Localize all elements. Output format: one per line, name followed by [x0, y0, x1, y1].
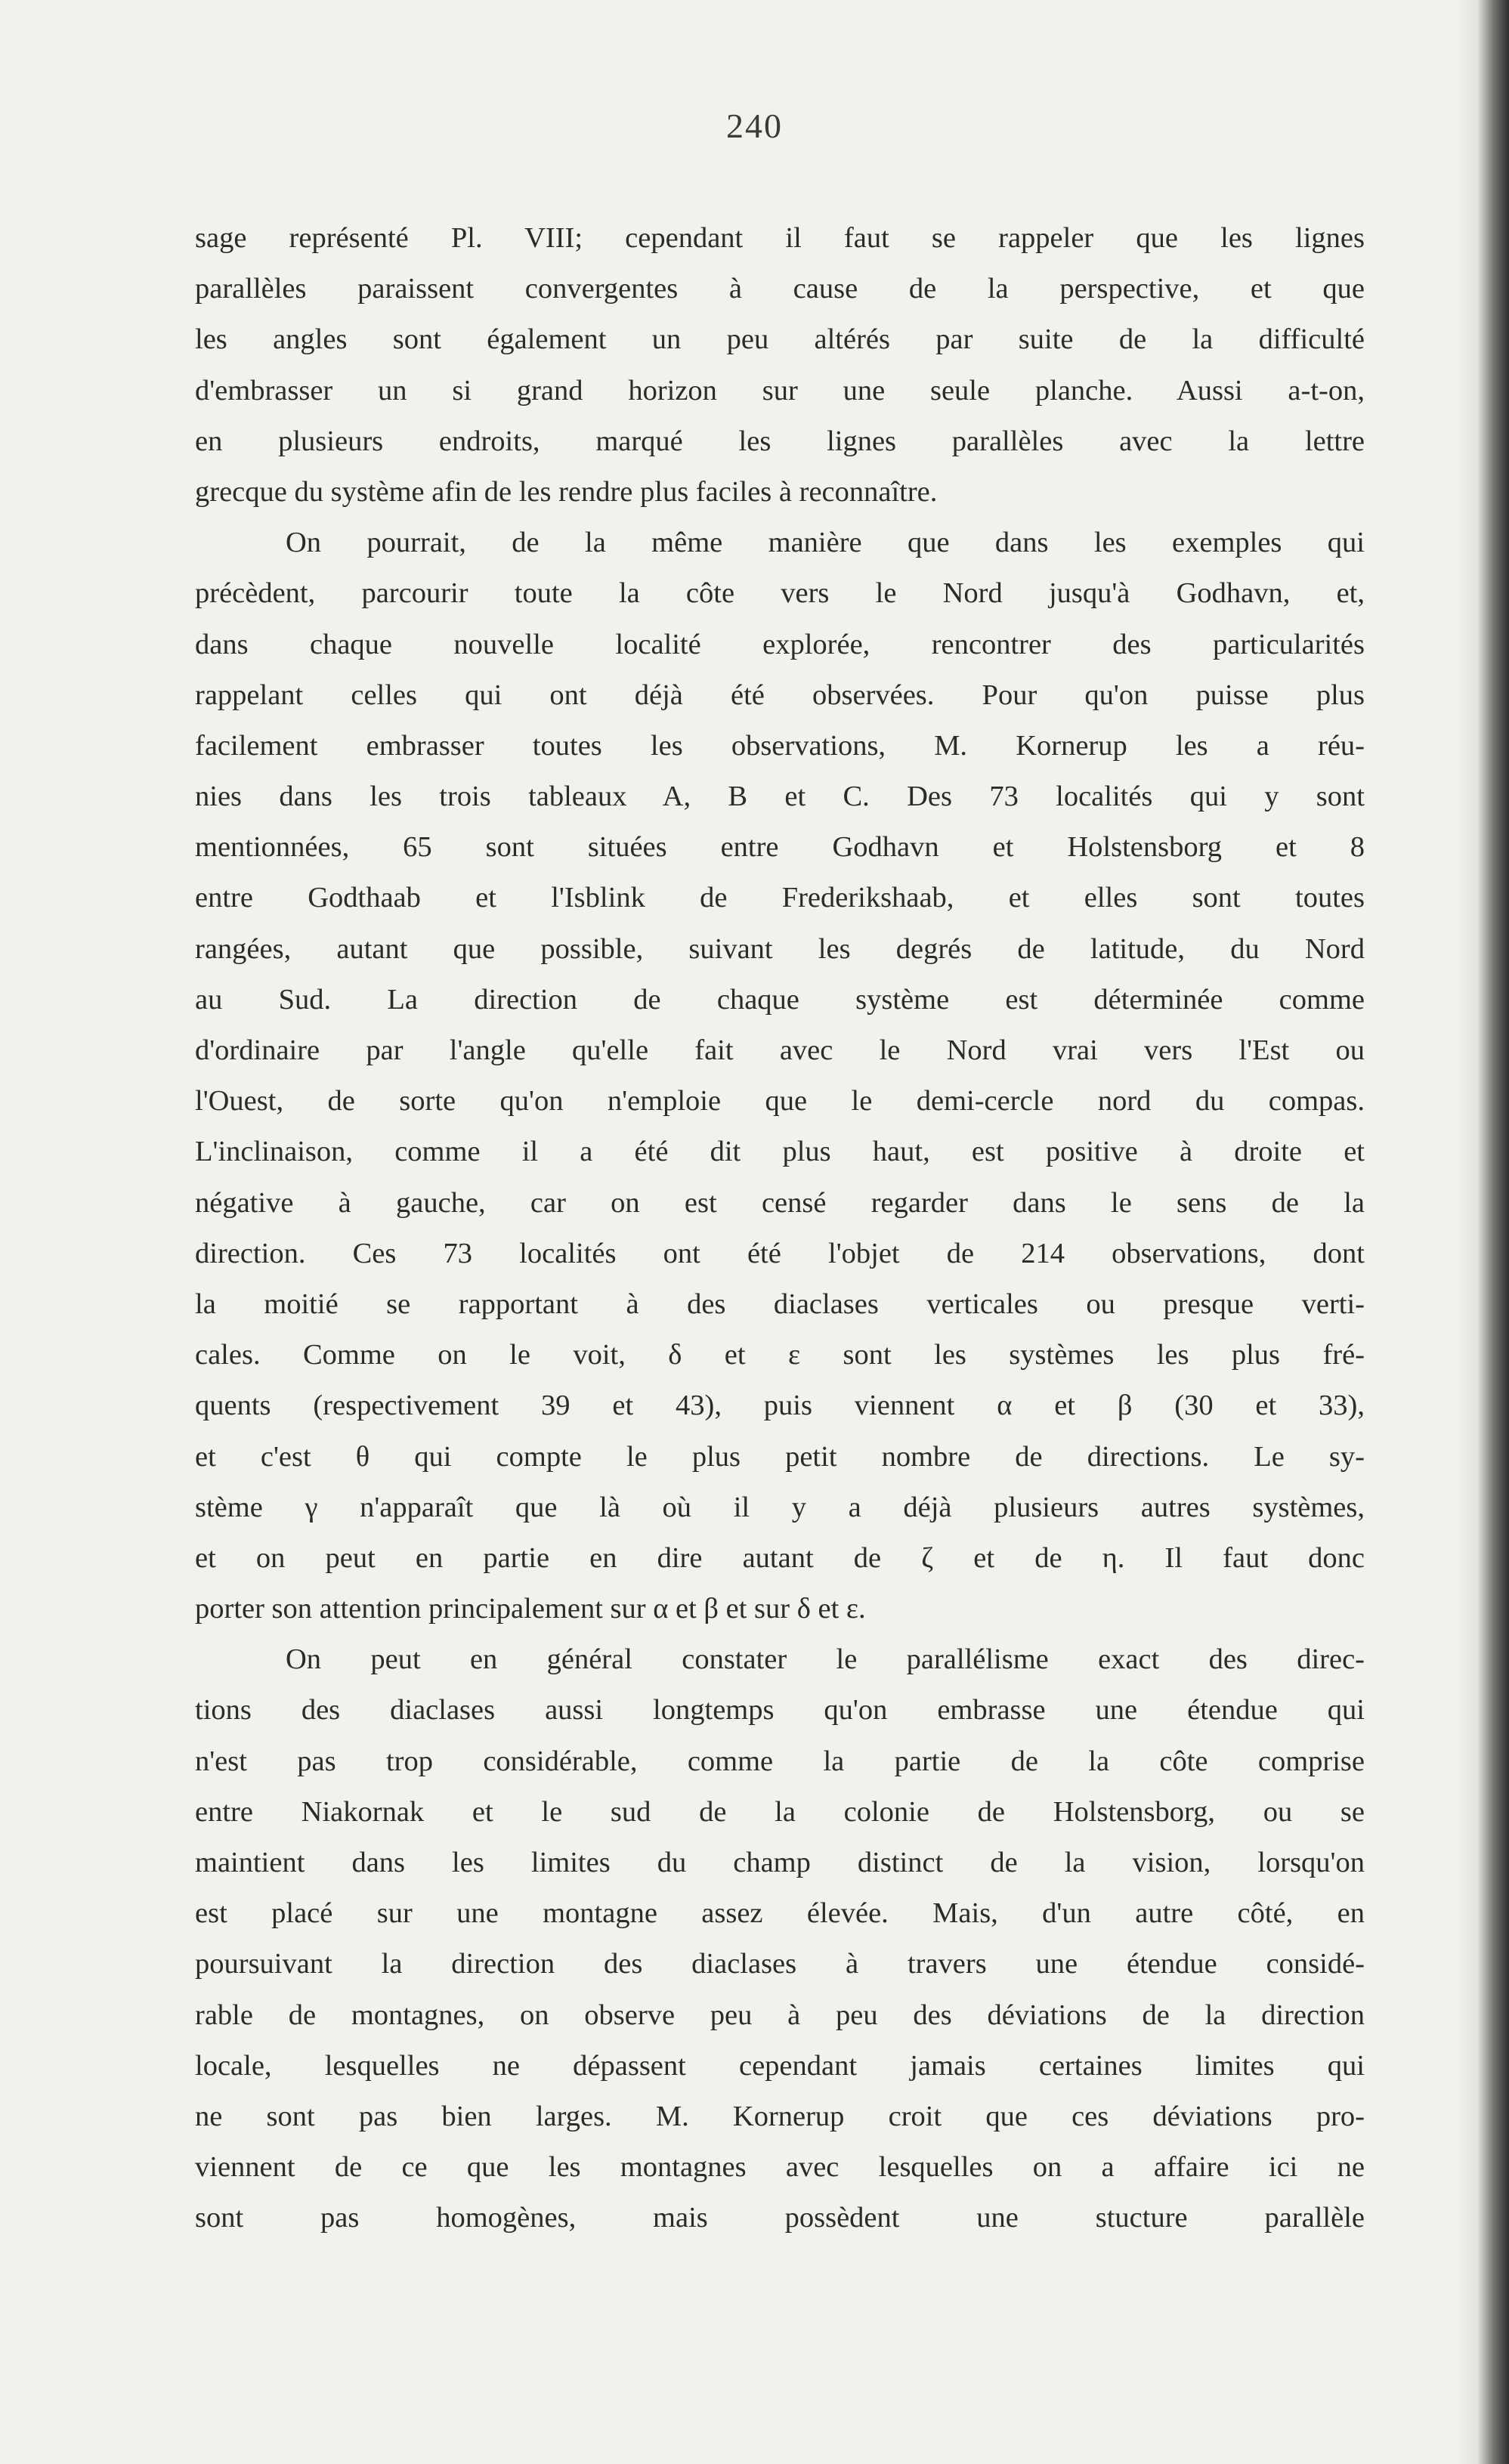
text-line: d'ordinaire par l'angle qu'elle fait avec le Nord vrai vers l'Est ou: [195, 1034, 1365, 1066]
text-line: maintient dans les limites du champ distinct de la vision, lorsqu'on: [195, 1847, 1365, 1878]
text-line: et c'est θ qui compte le plus petit nombre de directions. Le sy-: [195, 1440, 1365, 1473]
text-line: direction. Ces 73 localités ont été l'objet de 214 observations, dont: [195, 1237, 1365, 1269]
text-line: parallèles paraissent convergentes à cause de la perspective, et que: [195, 273, 1365, 305]
book-spine-shadow: [1456, 0, 1509, 2464]
text-line: nies dans les trois tableaux A, B et C. Des 73 localités qui y sont: [195, 781, 1365, 813]
text-line: en plusieurs endroits, marqué les lignes parallèles avec la lettre: [195, 425, 1365, 457]
body-text: [195, 213, 1365, 2244]
text-line: cales. Comme on le voit, δ et ε sont les systèmes les plus fré-: [195, 1339, 1365, 1371]
text-line: précèdent, parcourir toute la côte vers le Nord jusqu'à Godhavn, et,: [195, 577, 1365, 610]
text-line: locale, lesquelles ne dépassent cependant jamais certaines limites qui: [195, 2049, 1365, 2082]
text-line: porter son attention principalement sur α et β et sur δ et ε.: [195, 1593, 866, 1625]
text-line: n'est pas trop considérable, comme la partie de la côte comprise: [195, 1745, 1365, 1777]
page-number: 240: [726, 107, 783, 145]
paragraph-first-line: On pourrait, de la même manière que dans les exemples qui: [286, 527, 1365, 559]
text-line: la moitié se rapportant à des diaclases verticales ou presque verti-: [195, 1288, 1365, 1320]
text-line: l'Ouest, de sorte qu'on n'emploie que le demi-cercle nord du compas.: [195, 1085, 1365, 1118]
text-line: négative à gauche, car on est censé regarder dans le sens de la: [195, 1186, 1365, 1219]
text-line: quents (respectivement 39 et 43), puis viennent α et β (30 et 33),: [195, 1390, 1365, 1422]
text-line: poursuivant la direction des diaclases à travers une étendue considé-: [195, 1948, 1365, 1980]
text-line: tions des diaclases aussi longtemps qu'on embrasse une étendue qui: [195, 1694, 1365, 1727]
text-line: rable de montagnes, on observe peu à peu des déviations de la direction: [195, 1999, 1365, 2031]
text-line: rappelant celles qui ont déjà été observées. Pour qu'on puisse plus: [195, 679, 1365, 711]
text-line: est placé sur une montagne assez élevée. Mais, d'un autre côté, en: [195, 1897, 1365, 1930]
text-line: viennent de ce que les montagnes avec lesquelles on a affaire ici ne: [195, 2151, 1365, 2184]
text-line: les angles sont également un peu altérés par suite de la difficulté: [195, 323, 1365, 356]
text-line: sage représenté Pl. VIII; cependant il faut se rappeler que les lignes: [195, 222, 1365, 254]
text-line: et on peut en partie en dire autant de ζ et de η. Il faut donc: [195, 1541, 1365, 1574]
text-line: rangées, autant que possible, suivant les degrés de latitude, du Nord: [195, 932, 1365, 965]
text-line: stème γ n'apparaît que là où il y a déjà plusieurs autres systèmes,: [195, 1491, 1365, 1523]
text-line: entre Niakornak et le sud de la colonie de Holstensborg, ou se: [195, 1795, 1365, 1828]
text-line: grecque du système afin de les rendre plus faciles à reconnaître.: [195, 475, 938, 508]
text-line: dans chaque nouvelle localité explorée, rencontrer des particularités: [195, 628, 1365, 660]
text-line: facilement embrasser toutes les observations, M. Kornerup les a réu-: [195, 729, 1365, 762]
paragraph-first-line: On peut en général constater le parallélisme exact des direc-: [286, 1643, 1365, 1676]
text-line: au Sud. La direction de chaque système est déterminée comme: [195, 983, 1365, 1016]
text-line: entre Godthaab et l'Isblink de Frederikshaab, et elles sont toutes: [195, 882, 1365, 914]
text-line: mentionnées, 65 sont situées entre Godhavn et Holstensborg et 8: [195, 831, 1365, 864]
text-line: d'embrasser un si grand horizon sur une seule planche. Aussi a-t-on,: [195, 374, 1365, 407]
text-line: sont pas homogènes, mais possèdent une stucture parallèle: [195, 2202, 1365, 2234]
text-line: L'inclinaison, comme il a été dit plus haut, est positive à droite et: [195, 1136, 1365, 1168]
text-line: ne sont pas bien larges. M. Kornerup croit que ces déviations pro-: [195, 2100, 1365, 2132]
